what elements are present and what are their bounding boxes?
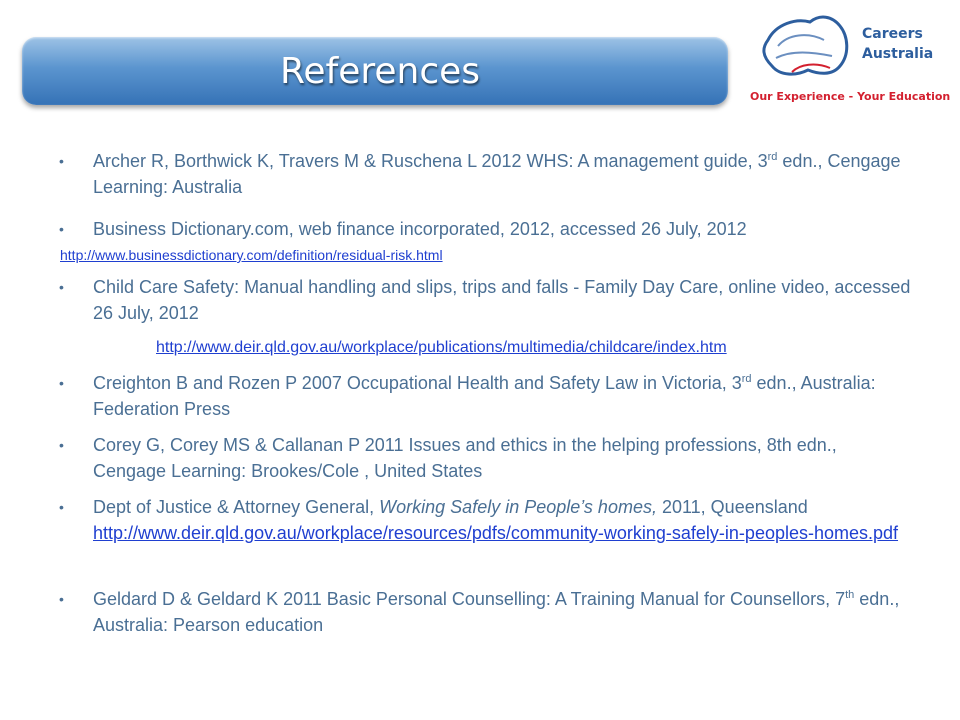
logo-line-australia: Australia xyxy=(862,46,934,62)
reference-item: • Creighton B and Rozen P 2007 Occupational Health and Safety Law in Victoria, 3rd edn., Australia: Federation Press xyxy=(93,370,913,422)
bullet: • xyxy=(59,591,64,607)
logo-line-careers: Careers xyxy=(862,26,923,42)
slide-title: References xyxy=(280,51,481,92)
businessdictionary-link[interactable]: http://www.businessdictionary.com/definition/residual-risk.html xyxy=(60,247,443,263)
reference-item: • Geldard D & Geldard K 2011 Basic Personal Counselling: A Training Manual for Counsellors, 7th edn., Australia: Pearson education xyxy=(93,586,913,638)
bullet: • xyxy=(59,279,64,295)
reference-item: • Archer R, Borthwick K, Travers M & Ruschena L 2012 WHS: A management guide, 3rd edn., Cengage Learning: Australia xyxy=(93,148,913,200)
working-safely-pdf-link[interactable]: http://www.deir.qld.gov.au/workplace/resources/pdfs/community-working-safely-in-peoples-homes.pdf xyxy=(93,523,899,543)
reference-item: • Child Care Safety: Manual handling and slips, trips and falls - Family Day Care, online video, accessed 26 July, 2012 xyxy=(93,274,913,326)
bullet: • xyxy=(59,221,64,237)
bullet: • xyxy=(59,437,64,453)
reference-url-line xyxy=(156,339,727,357)
logo-tagline: Our Experience - Your Education xyxy=(750,90,951,103)
reference-item: • Corey G, Corey MS & Callanan P 2011 Issues and ethics in the helping professions, 8th edn., Cengage Learning: Brookes/Cole , United States xyxy=(93,432,913,484)
bullet: • xyxy=(59,499,64,515)
childcare-video-link[interactable]: http://www.deir.qld.gov.au/workplace/publications/multimedia/childcare/index.htm xyxy=(156,339,727,356)
reference-item: • Business Dictionary.com, web finance incorporated, 2012, accessed 26 July, 2012 xyxy=(93,216,913,242)
bullet: • xyxy=(59,153,64,169)
reference-url-line xyxy=(60,246,443,264)
reference-item: • Dept of Justice & Attorney General, Working Safely in People’s homes, 2011, Queensland http://www.deir.qld.gov.au/workplace/resources/pdfs/community-working-safely-in-peoples-homes.pdf xyxy=(93,494,913,546)
bullet: • xyxy=(59,375,64,391)
